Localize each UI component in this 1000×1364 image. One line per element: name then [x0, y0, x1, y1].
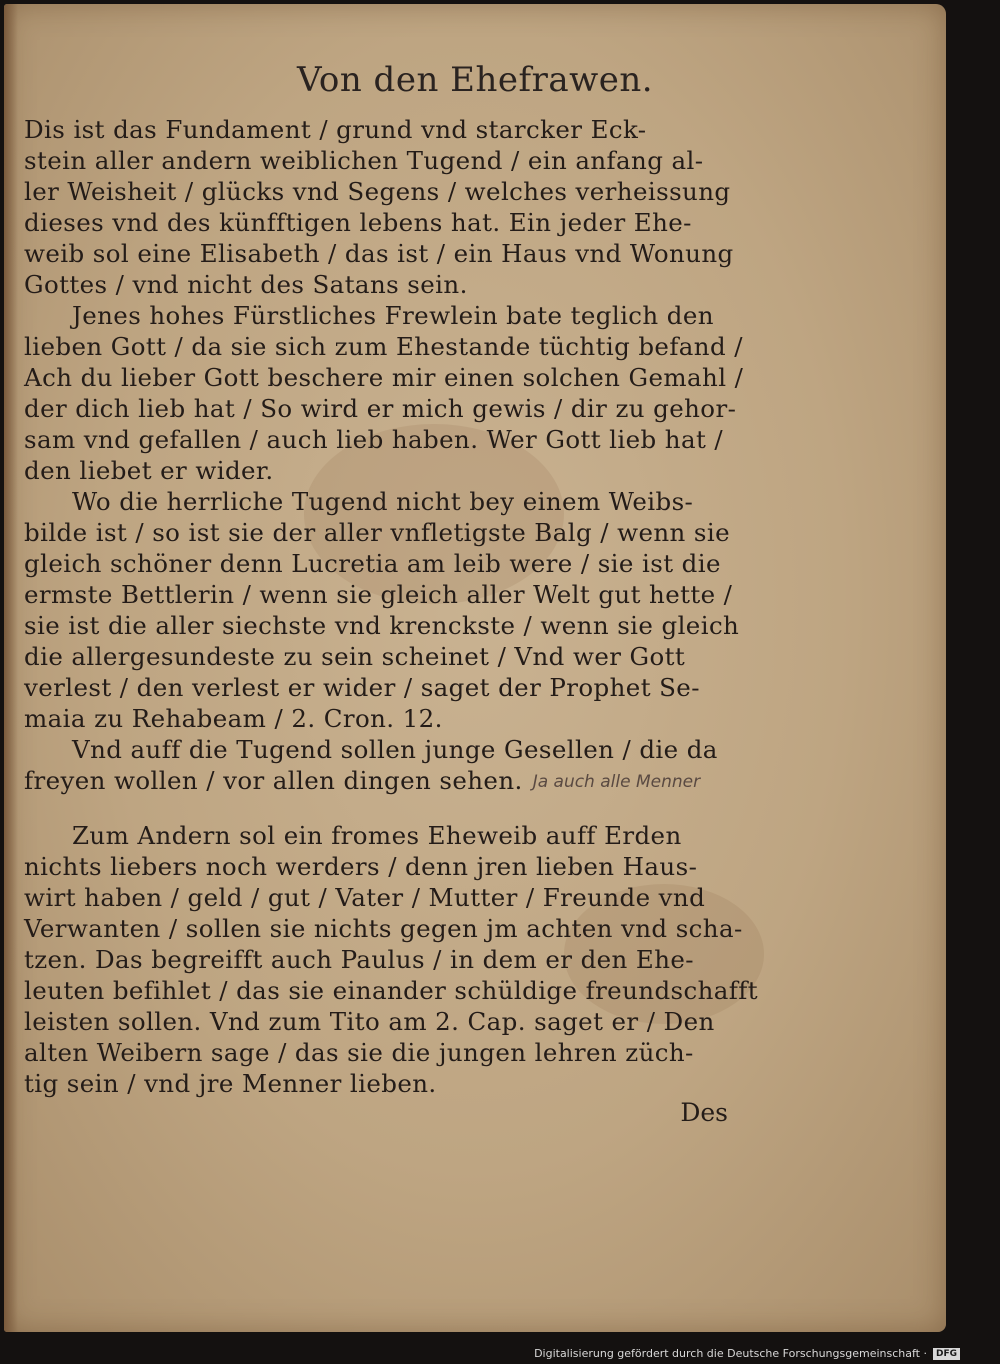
text-line: Verwanten / sollen sie nichts gegen jm achten vnd scha- — [24, 914, 743, 943]
text-line: maia zu Rehabeam / 2. Cron. 12. — [24, 704, 443, 733]
text-line: sie ist die aller siechste vnd krenckste / wenn sie gleich — [24, 611, 740, 640]
text-line: sam vnd gefallen / auch lieb haben. Wer Gott lieb hat / — [24, 425, 724, 454]
text-line: leuten befihlet / das sie einander schüldige freundschafft — [24, 976, 758, 1005]
paragraph-1 — [24, 114, 734, 300]
handwritten-marginal-note: Ja auch alle Menner — [532, 772, 701, 792]
running-head: Von den Ehefrawen. — [296, 60, 654, 100]
text-line: verlest / den verlest er wider / saget der Prophet Se- — [24, 673, 700, 702]
book-page — [4, 4, 946, 1332]
text-line: Dis ist das Fundament / grund vnd starcker Eck- — [24, 115, 647, 144]
paragraph-2 — [24, 300, 743, 486]
text-line: ler Weisheit / glücks vnd Segens / welches verheissung — [24, 177, 731, 206]
funding-credit: Digitalisierung gefördert durch die Deutsche Forschungsgemeinschaft · — [534, 1347, 927, 1360]
text-line-content: freyen wollen / vor allen dingen sehen. — [24, 766, 523, 795]
text-line: bilde ist / so ist sie der aller vnfletigste Balg / wenn sie — [24, 518, 730, 547]
text-line — [24, 765, 718, 796]
text-line: den liebet er wider. — [24, 456, 274, 485]
text-line: Jenes hohes Fürstliches Frewlein bate teglich den — [72, 301, 714, 330]
digitization-footer — [534, 1347, 960, 1360]
paragraph-3 — [24, 486, 739, 734]
text-line: leisten sollen. Vnd zum Tito am 2. Cap. saget er / Den — [24, 1007, 715, 1036]
text-line: Zum Andern sol ein fromes Eheweib auff Erden — [72, 821, 682, 850]
text-line: stein aller andern weiblichen Tugend / ein anfang al- — [24, 146, 704, 175]
text-line: der dich lieb hat / So wird er mich gewis / dir zu gehor- — [24, 394, 737, 423]
text-line: ermste Bettlerin / wenn sie gleich aller Welt gut hette / — [24, 580, 733, 609]
text-line: Vnd auff die Tugend sollen junge Gesellen / die da — [72, 735, 718, 764]
text-line: wirt haben / geld / gut / Vater / Mutter / Freunde vnd — [24, 883, 706, 912]
text-line: Gottes / vnd nicht des Satans sein. — [24, 270, 468, 299]
text-line: weib sol eine Elisabeth / das ist / ein Haus vnd Wonung — [24, 239, 734, 268]
text-line: die allergesundeste zu sein scheinet / Vnd wer Gott — [24, 642, 686, 671]
text-line: alten Weibern sage / das sie die jungen lehren züch- — [24, 1038, 694, 1067]
text-line: Wo die herrliche Tugend nicht bey einem Weibs- — [72, 487, 694, 516]
text-line: Ach du lieber Gott beschere mir einen solchen Gemahl / — [24, 363, 744, 392]
paragraph-4 — [24, 734, 718, 796]
text-line: nichts liebers noch werders / denn jren lieben Haus- — [24, 852, 698, 881]
dfg-logo: DFG — [933, 1348, 960, 1360]
page-gutter-shadow — [4, 4, 18, 1332]
text-line: tzen. Das begreifft auch Paulus / in dem er den Ehe- — [24, 945, 694, 974]
text-line: lieben Gott / da sie sich zum Ehestande tüchtig befand / — [24, 332, 743, 361]
text-line: dieses vnd des künfftigen lebens hat. Ein jeder Ehe- — [24, 208, 692, 237]
text-line: gleich schöner denn Lucretia am leib were / sie ist die — [24, 549, 721, 578]
paragraph-5 — [24, 820, 758, 1099]
text-line: tig sein / vnd jre Menner lieben. — [24, 1069, 437, 1098]
catchword: Des — [680, 1098, 728, 1127]
